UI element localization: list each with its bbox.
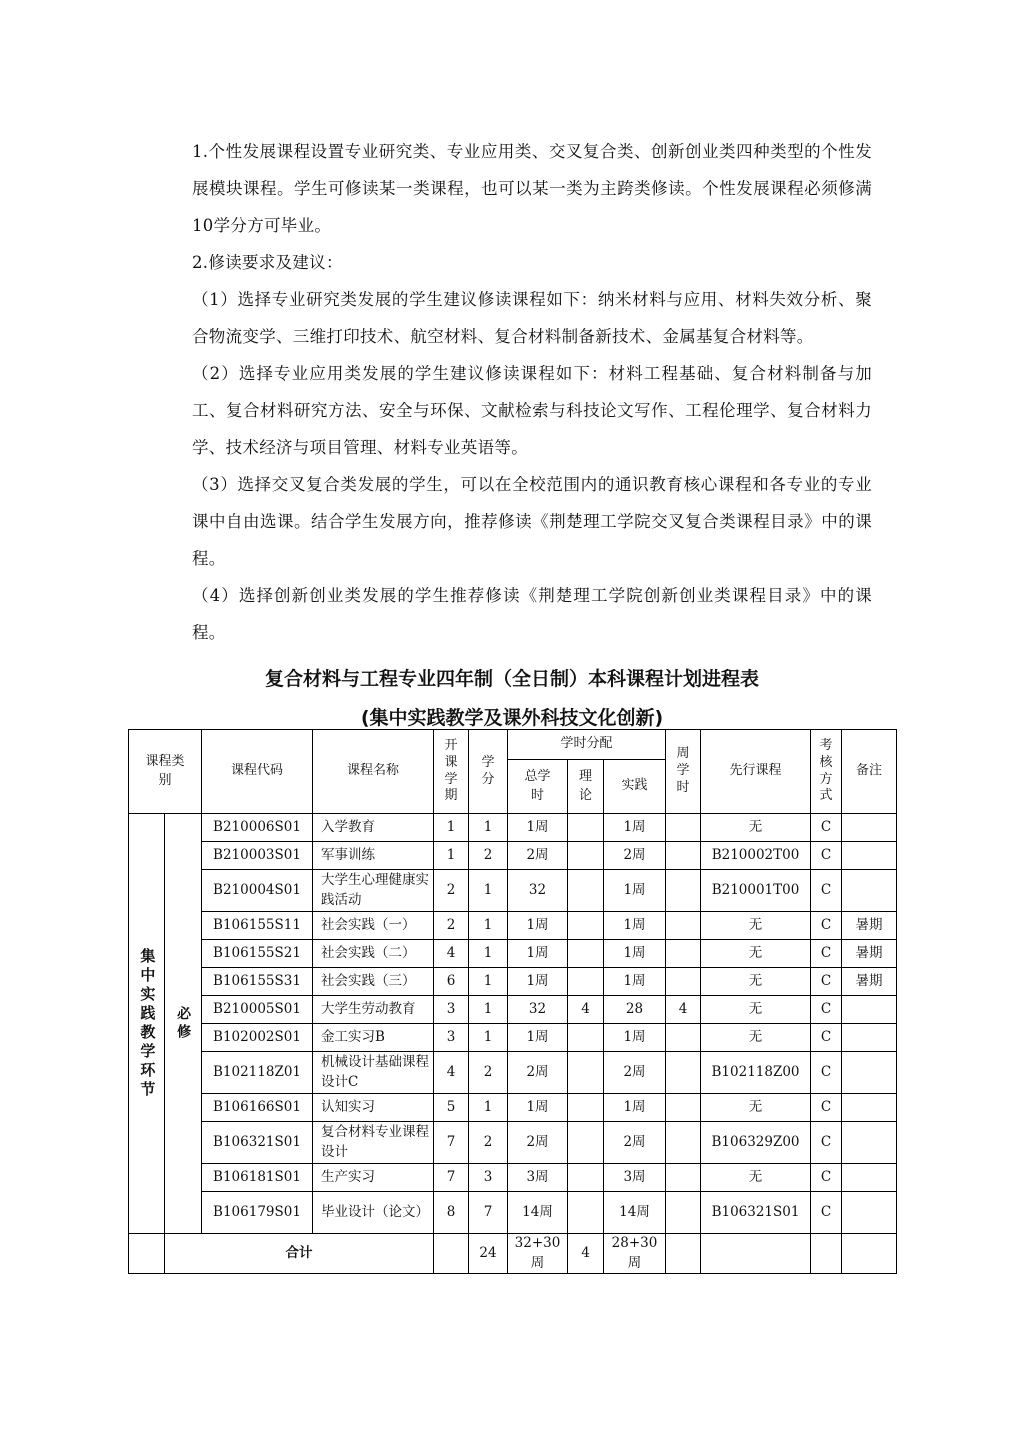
cell-credit: 1 [469, 870, 508, 912]
cell-total: 1周 [508, 968, 568, 996]
cell-code: B210003S01 [202, 842, 313, 870]
cell-exam: C [811, 814, 842, 842]
cell-weekly [666, 968, 701, 996]
cell-code: B210005S01 [202, 996, 313, 1024]
cell-name: 大学生心理健康实践活动 [313, 870, 434, 912]
total-blank [842, 1234, 897, 1274]
cell-prereq: B210001T00 [701, 870, 811, 912]
header-semester: 开课学期 [434, 730, 469, 814]
cell-practice: 1周 [604, 870, 666, 912]
total-blank [434, 1234, 469, 1274]
cell-total: 1周 [508, 912, 568, 940]
cell-credit: 1 [469, 814, 508, 842]
cell-credit: 1 [469, 1094, 508, 1122]
cell-credit: 2 [469, 842, 508, 870]
header-name: 课程名称 [313, 730, 434, 814]
cell-theory [568, 940, 604, 968]
cell-total: 14周 [508, 1192, 568, 1234]
cell-exam: C [811, 912, 842, 940]
cell-credit: 1 [469, 1024, 508, 1052]
cell-theory [568, 1122, 604, 1164]
cell-theory [568, 842, 604, 870]
cell-practice: 14周 [604, 1192, 666, 1234]
cell-practice: 2周 [604, 842, 666, 870]
cell-theory [568, 1094, 604, 1122]
cell-credit: 1 [469, 968, 508, 996]
table-row [129, 940, 897, 968]
header-practice: 实践 [604, 760, 666, 814]
cell-practice: 1周 [604, 1024, 666, 1052]
cell-weekly [666, 1192, 701, 1234]
header-exam: 考核方式 [811, 730, 842, 814]
cell-name: 毕业设计（论文） [313, 1192, 434, 1234]
header-note: 备注 [842, 730, 897, 814]
cell-theory [568, 912, 604, 940]
total-theory: 4 [568, 1234, 604, 1274]
cell-weekly [666, 940, 701, 968]
cell-semester: 7 [434, 1122, 469, 1164]
table-row [129, 1094, 897, 1122]
cell-name: 社会实践（一） [313, 912, 434, 940]
category-main-cell: 集中实践教学环节 [129, 814, 165, 1234]
header-total-hours: 总学时 [508, 760, 568, 814]
cell-prereq: 无 [701, 1164, 811, 1192]
cell-total: 2周 [508, 1122, 568, 1164]
cell-semester: 4 [434, 940, 469, 968]
header-row-1 [129, 730, 897, 760]
cell-note [842, 870, 897, 912]
cell-note: 暑期 [842, 912, 897, 940]
table-row [129, 814, 897, 842]
total-blank [129, 1234, 165, 1274]
table-row [129, 968, 897, 996]
cell-code: B106321S01 [202, 1122, 313, 1164]
cell-total: 1周 [508, 1024, 568, 1052]
cell-practice: 1周 [604, 940, 666, 968]
table-row [129, 1024, 897, 1052]
cell-prereq: 无 [701, 996, 811, 1024]
cell-total: 2周 [508, 1052, 568, 1094]
cell-prereq: B106321S01 [701, 1192, 811, 1234]
cell-theory [568, 1024, 604, 1052]
total-credit: 24 [469, 1234, 508, 1274]
cell-name: 金工实习B [313, 1024, 434, 1052]
cell-weekly [666, 1052, 701, 1094]
cell-theory [568, 814, 604, 842]
cell-code: B102002S01 [202, 1024, 313, 1052]
cell-note [842, 1122, 897, 1164]
cell-code: B106155S11 [202, 912, 313, 940]
cell-total: 1周 [508, 814, 568, 842]
cell-note [842, 814, 897, 842]
cell-semester: 1 [434, 842, 469, 870]
cell-credit: 1 [469, 996, 508, 1024]
cell-name: 入学教育 [313, 814, 434, 842]
cell-weekly [666, 912, 701, 940]
paragraph-6: （4）选择创新创业类发展的学生推荐修读《荆楚理工学院创新创业类课程目录》中的课程。 [192, 586, 872, 642]
cell-code: B106155S21 [202, 940, 313, 968]
cell-total: 32 [508, 870, 568, 912]
cell-semester: 3 [434, 1024, 469, 1052]
cell-semester: 6 [434, 968, 469, 996]
cell-exam: C [811, 870, 842, 912]
header-code: 课程代码 [202, 730, 313, 814]
cell-total: 1周 [508, 1094, 568, 1122]
cell-code: B106155S31 [202, 968, 313, 996]
cell-semester: 2 [434, 912, 469, 940]
cell-note [842, 996, 897, 1024]
table-title: 复合材料与工程专业四年制（全日制）本科课程计划进程表 [264, 668, 759, 690]
cell-semester: 8 [434, 1192, 469, 1234]
cell-weekly [666, 1094, 701, 1122]
total-blank [666, 1234, 701, 1274]
cell-exam: C [811, 996, 842, 1024]
cell-total: 3周 [508, 1164, 568, 1192]
cell-note: 暑期 [842, 968, 897, 996]
cell-code: B210004S01 [202, 870, 313, 912]
cell-total: 32 [508, 996, 568, 1024]
cell-theory [568, 1192, 604, 1234]
total-total: 32+30周 [508, 1234, 568, 1274]
total-label: 合计 [165, 1234, 434, 1274]
cell-semester: 5 [434, 1094, 469, 1122]
cell-note: 暑期 [842, 940, 897, 968]
cell-credit: 2 [469, 1122, 508, 1164]
cell-practice: 1周 [604, 968, 666, 996]
cell-weekly [666, 870, 701, 912]
cell-prereq: 无 [701, 814, 811, 842]
paragraph-2: 2.修读要求及建议： [192, 253, 343, 272]
header-hours-group: 学时分配 [508, 730, 666, 760]
cell-name: 社会实践（三） [313, 968, 434, 996]
table-row [129, 870, 897, 912]
total-blank [701, 1234, 811, 1274]
cell-exam: C [811, 940, 842, 968]
table-row [129, 1192, 897, 1234]
header-prereq: 先行课程 [701, 730, 811, 814]
cell-note [842, 1094, 897, 1122]
cell-total: 2周 [508, 842, 568, 870]
header-credit: 学分 [469, 730, 508, 814]
paragraph-3: （1）选择专业研究类发展的学生建议修读课程如下：纳米材料与应用、材料失效分析、聚合物流变学、三维打印技术、航空材料、复合材料制备新技术、金属基复合材料等。 [192, 290, 872, 346]
cell-prereq: 无 [701, 912, 811, 940]
cell-exam: C [811, 1192, 842, 1234]
cell-practice: 1周 [604, 1094, 666, 1122]
cell-prereq: 无 [701, 968, 811, 996]
cell-code: B102118Z01 [202, 1052, 313, 1094]
table-subtitle: (集中实践教学及课外科技文化创新) [360, 707, 664, 729]
cell-practice: 1周 [604, 912, 666, 940]
cell-theory [568, 1052, 604, 1094]
cell-exam: C [811, 842, 842, 870]
cell-exam: C [811, 1094, 842, 1122]
cell-total: 1周 [508, 940, 568, 968]
cell-practice: 2周 [604, 1122, 666, 1164]
header-category: 课程类别 [129, 730, 202, 814]
cell-practice: 28 [604, 996, 666, 1024]
cell-name: 社会实践（二） [313, 940, 434, 968]
cell-theory [568, 968, 604, 996]
table-row [129, 912, 897, 940]
cell-theory: 4 [568, 996, 604, 1024]
table-row [129, 1122, 897, 1164]
total-practice: 28+30周 [604, 1234, 666, 1274]
paragraph-1: 1.个性发展课程设置专业研究类、专业应用类、交叉复合类、创新创业类四种类型的个性发展模块课程。学生可修读某一类课程，也可以某一类为主跨类修读。个性发展课程必须修满10学分方可毕业。 [192, 142, 872, 235]
cell-prereq: 无 [701, 1024, 811, 1052]
cell-weekly [666, 1122, 701, 1164]
cell-theory [568, 870, 604, 912]
cell-note [842, 842, 897, 870]
cell-weekly [666, 1164, 701, 1192]
table-body [129, 814, 897, 1274]
cell-credit: 1 [469, 912, 508, 940]
cell-name: 大学生劳动教育 [313, 996, 434, 1024]
cell-semester: 4 [434, 1052, 469, 1094]
cell-credit: 1 [469, 940, 508, 968]
cell-exam: C [811, 1164, 842, 1192]
cell-exam: C [811, 1052, 842, 1094]
cell-prereq: 无 [701, 940, 811, 968]
cell-name: 机械设计基础课程设计C [313, 1052, 434, 1094]
header-weekly: 周学时 [666, 730, 701, 814]
course-plan-table [128, 729, 897, 1274]
intro-text [192, 133, 872, 651]
cell-prereq: B210002T00 [701, 842, 811, 870]
cell-credit: 3 [469, 1164, 508, 1192]
category-sub-cell: 必修 [165, 814, 202, 1234]
cell-semester: 3 [434, 996, 469, 1024]
cell-weekly [666, 1024, 701, 1052]
cell-code: B106179S01 [202, 1192, 313, 1234]
cell-weekly [666, 842, 701, 870]
cell-note [842, 1024, 897, 1052]
header-theory: 理论 [568, 760, 604, 814]
cell-practice: 3周 [604, 1164, 666, 1192]
table-row [129, 1052, 897, 1094]
cell-credit: 2 [469, 1052, 508, 1094]
cell-prereq: B106329Z00 [701, 1122, 811, 1164]
cell-note [842, 1164, 897, 1192]
total-blank [811, 1234, 842, 1274]
cell-semester: 1 [434, 814, 469, 842]
cell-semester: 7 [434, 1164, 469, 1192]
cell-name: 认知实习 [313, 1094, 434, 1122]
table-row [129, 842, 897, 870]
cell-note [842, 1052, 897, 1094]
cell-theory [568, 1164, 604, 1192]
cell-code: B106166S01 [202, 1094, 313, 1122]
paragraph-5: （3）选择交叉复合类发展的学生，可以在全校范围内的通识教育核心课程和各专业的专业课中自由选课。结合学生发展方向，推荐修读《荆楚理工学院交叉复合类课程目录》中的课程。 [192, 475, 872, 568]
paragraph-4: （2）选择专业应用类发展的学生建议修读课程如下：材料工程基础、复合材料制备与加工、复合材料研究方法、安全与环保、文献检索与科技论文写作、工程伦理学、复合材料力学、技术经济与项目管理、材料专业英语等。 [192, 364, 872, 457]
total-row [129, 1234, 897, 1274]
cell-exam: C [811, 968, 842, 996]
cell-credit: 7 [469, 1192, 508, 1234]
cell-code: B210006S01 [202, 814, 313, 842]
cell-practice: 2周 [604, 1052, 666, 1094]
cell-weekly: 4 [666, 996, 701, 1024]
cell-note [842, 1192, 897, 1234]
table-row [129, 996, 897, 1024]
cell-exam: C [811, 1122, 842, 1164]
cell-practice: 1周 [604, 814, 666, 842]
cell-prereq: 无 [701, 1094, 811, 1122]
cell-semester: 2 [434, 870, 469, 912]
cell-code: B106181S01 [202, 1164, 313, 1192]
cell-exam: C [811, 1024, 842, 1052]
cell-prereq: B102118Z00 [701, 1052, 811, 1094]
table-row [129, 1164, 897, 1192]
cell-name: 生产实习 [313, 1164, 434, 1192]
cell-weekly [666, 814, 701, 842]
cell-name: 军事训练 [313, 842, 434, 870]
cell-name: 复合材料专业课程设计 [313, 1122, 434, 1164]
